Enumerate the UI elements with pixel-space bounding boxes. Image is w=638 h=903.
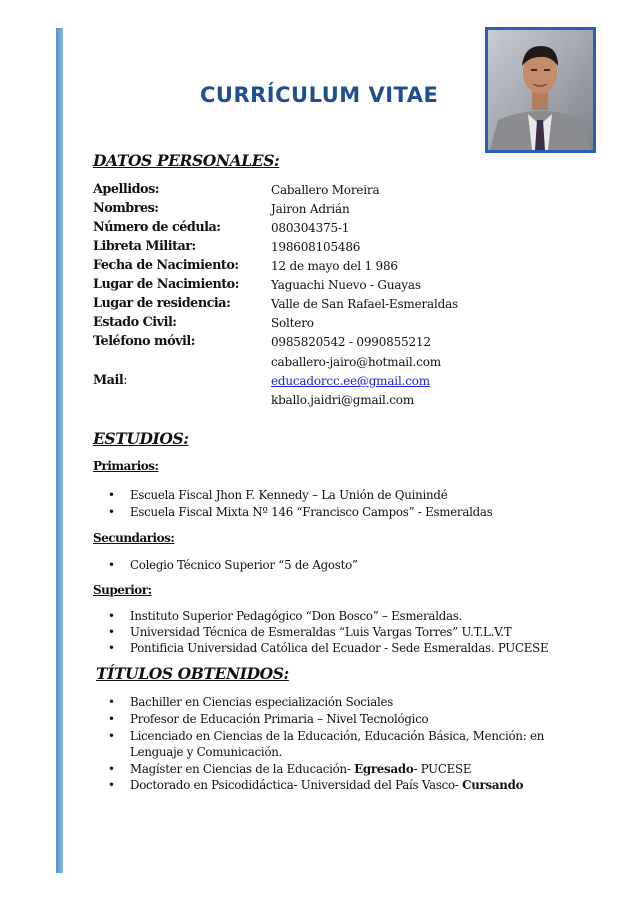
list-item: • Colegio Técnico Superior “5 de Agosto” <box>108 558 358 572</box>
label-nombres: Nombres: <box>93 201 159 216</box>
label-telefono: Teléfono móvil: <box>93 334 195 349</box>
email-link-gmail[interactable]: educadorcc.ee@gmail.com <box>271 374 430 388</box>
label-estado-civil: Estado Civil: <box>93 315 177 330</box>
label-libreta-militar: Libreta Militar: <box>93 239 196 254</box>
list-item: • Escuela Fiscal Jhon F. Kennedy – La Unión de Quinindé <box>108 488 448 502</box>
list-item: • Escuela Fiscal Mixta Nº 146 “Francisco Campos” - Esmeraldas <box>108 505 493 519</box>
value-lugar-residencia: Valle de San Rafael-Esmeraldas <box>271 297 459 311</box>
value-apellidos: Caballero Moreira <box>271 183 380 197</box>
list-item: • Universidad Técnica de Esmeraldas “Luis Vargas Torres” U.T.L.V.T <box>108 625 512 639</box>
secondary-heading: Secundarios: <box>93 531 175 545</box>
label-cedula: Número de cédula: <box>93 220 221 235</box>
value-lugar-nacimiento: Yaguachi Nuevo - Guayas <box>271 278 421 292</box>
higher-heading: Superior: <box>93 583 152 597</box>
page-title: CURRÍCULUM VITAE <box>200 83 439 107</box>
list-item: • Profesor de Educación Primaria – Nivel Tecnológico <box>108 712 429 726</box>
mail-label-text: Mail <box>93 373 124 388</box>
value-telefono: 0985820542 - 0990855212 <box>271 335 431 349</box>
studies-heading: ESTUDIOS: <box>93 429 189 448</box>
value-nombres: Jairon Adrián <box>271 202 350 216</box>
left-accent-bar <box>56 28 63 873</box>
value-estado-civil: Soltero <box>271 316 314 330</box>
portrait-photo-icon <box>485 27 596 153</box>
value-cedula: 080304375-1 <box>271 221 350 235</box>
mail-label-colon: : <box>123 373 127 388</box>
list-item: • Doctorado en Psicodidáctica- Universidad del País Vasco- Cursando <box>108 778 524 792</box>
label-lugar-nacimiento: Lugar de Nacimiento: <box>93 277 239 292</box>
list-item: • Bachiller en Ciencias especialización Sociales <box>108 695 394 709</box>
titles-heading: TÍTULOS OBTENIDOS: <box>96 664 289 683</box>
label-lugar-residencia: Lugar de residencia: <box>93 296 231 311</box>
list-item: • Licenciado en Ciencias de la Educación, Educación Básica, Mención: en <box>108 729 545 743</box>
list-item: • Pontificia Universidad Católica del Ecuador - Sede Esmeraldas. PUCESE <box>108 641 549 655</box>
list-item-continuation: Lenguaje y Comunicación. <box>130 745 283 759</box>
email-hotmail: caballero-jairo@hotmail.com <box>271 355 441 369</box>
list-item: • Instituto Superior Pedagógico “Don Bosco” – Esmeraldas. <box>108 609 463 623</box>
value-libreta-militar: 198608105486 <box>271 240 361 254</box>
label-apellidos: Apellidos: <box>93 182 160 197</box>
list-item: • Magíster en Ciencias de la Educación- Egresado- PUCESE <box>108 762 472 776</box>
label-fecha-nacimiento: Fecha de Nacimiento: <box>93 258 239 273</box>
email-kballo: kballo.jaidri@gmail.com <box>271 393 415 407</box>
personal-data-heading: DATOS PERSONALES: <box>93 151 280 170</box>
portrait-photo <box>488 30 593 150</box>
value-fecha-nacimiento: 12 de mayo del 1 986 <box>271 259 398 273</box>
primary-heading: Primarios: <box>93 459 159 473</box>
label-mail <box>93 373 127 388</box>
